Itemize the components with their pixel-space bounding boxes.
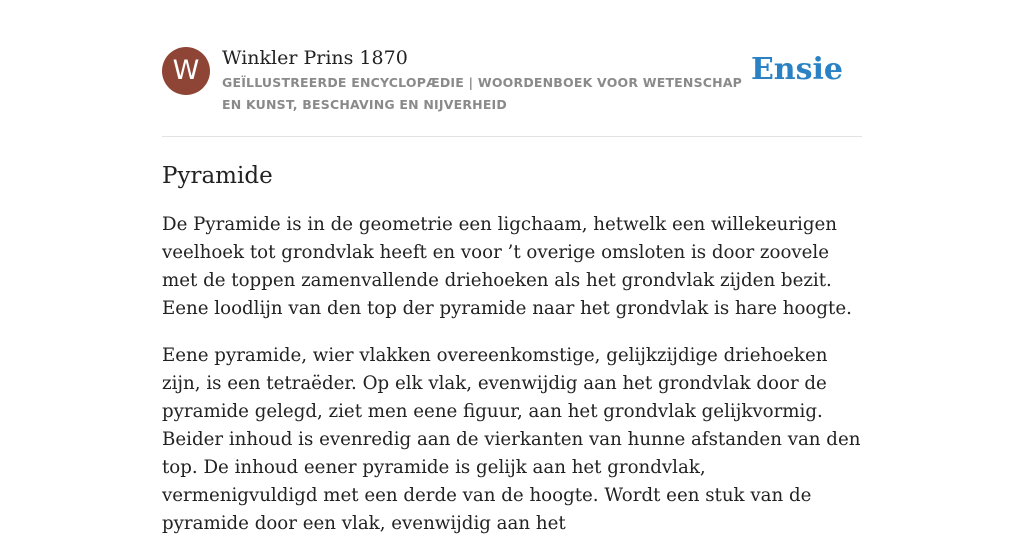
article-paragraph: De Pyramide is in de geometrie een ligchaam, hetwelk een willekeurigen veelhoek tot grondvlak heeft en voor ’t overige omsloten is door zoovele met de toppen zamenvallende driehoeken als het grondvlak zijden bezit. Eene loodlijn van den top der pyramide naar het grondvlak is hare hoogte. [162, 214, 852, 319]
source-title[interactable]: Winkler Prins 1870 [222, 47, 408, 69]
entry-title: Pyramide [162, 163, 273, 189]
source-avatar[interactable]: W [162, 47, 210, 95]
source-subtitle: GEÏLLUSTREERDE ENCYCLOPÆDIE | WOORDENBOEK VOOR WETENSCHAP EN KUNST, BESCHAVING EN NIJVERHEID [222, 75, 743, 112]
source-header [162, 0, 862, 137]
article-paragraph: Eene pyramide, wier vlakken overeenkomstige, gelijkzijdige driehoeken zijn, is een tetraëder. Op elk vlak, evenwijdig aan het grondvlak door de pyramide gelegd, ziet men eene figuur, aan het grondvlak gelijkvormig. Beider inhoud is evenredig aan de vierkanten van hunne afstanden van den top. De inhoud eener pyramide is gelijk aan het grondvlak, vermenigvuldigd met een derde van de hoogte. Wordt een stuk van de pyramide door een vlak, evenwijdig aan het [162, 345, 861, 534]
ensie-logo-link[interactable]: Ensie [750, 52, 843, 87]
article [162, 161, 862, 538]
page [162, 0, 862, 538]
